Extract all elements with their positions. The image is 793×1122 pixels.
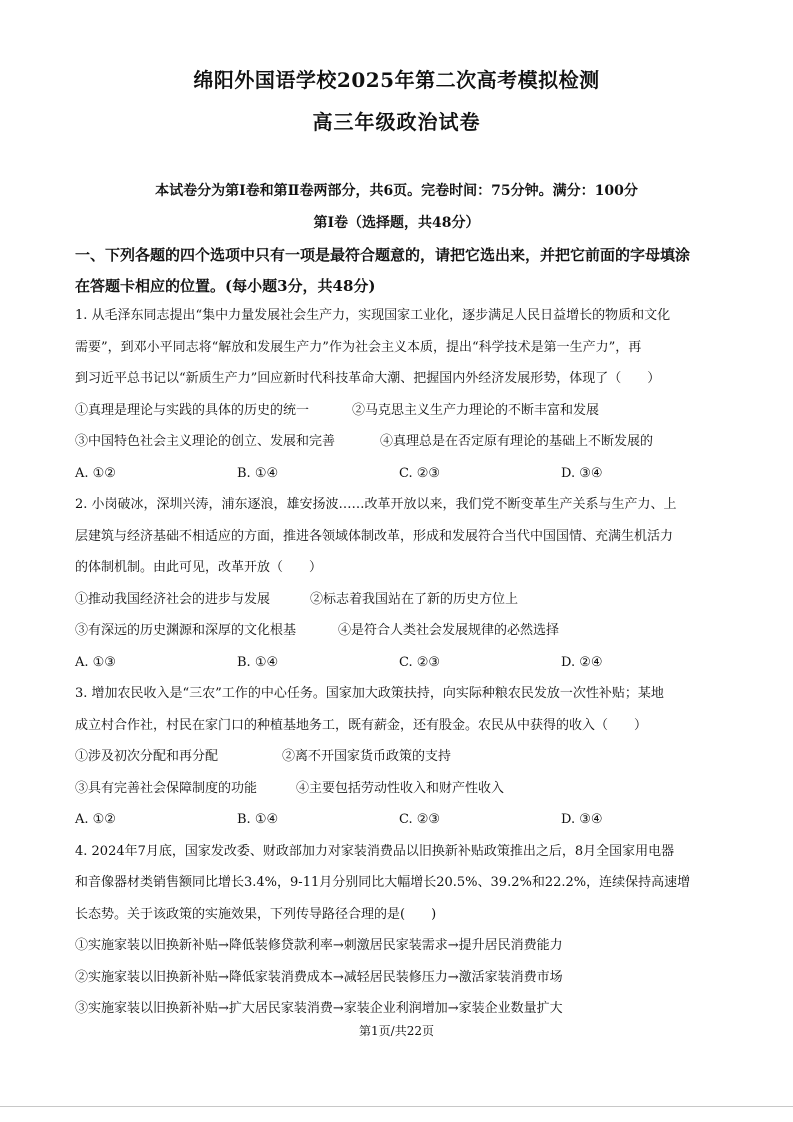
q3-option-b: B. ①④ xyxy=(237,812,279,827)
q2-option-a: A. ①③ xyxy=(75,654,116,670)
q4-stem-3: 长态势。关于该政策的实施效果，下列传导路径合理的是( ) xyxy=(75,906,437,922)
q3-option-c: C. ②③ xyxy=(399,812,441,827)
section-line-1: 一、下列各题的四个选项中只有一项是最符合题意的，请把它选出来，并把它前面的字母填涂 xyxy=(75,246,691,264)
exam-info: 本试卷分为第Ⅰ卷和第Ⅱ卷两部分，共6页。完卷时间：75分钟。满分：100分 xyxy=(155,183,638,199)
q3-statement-3: ③具有完善社会保障制度的功能 xyxy=(75,780,258,796)
q2-options xyxy=(75,647,725,679)
q1-stem-1: 1. 从毛泽东同志提出“集中力量发展社会生产力，实现国家工业化，逐步满足人民日益增长的物质和文化 xyxy=(75,308,671,323)
q3-statement-1: ①涉及初次分配和再分配 xyxy=(75,749,219,764)
q4-path-2: ②实施家装以旧换新补贴→降低家装消费成本→减轻居民装修压力→激活家装消费市场 xyxy=(75,969,563,985)
q1-option-a: A. ①② xyxy=(75,465,116,481)
q3-statements-a xyxy=(75,741,725,773)
q3-statement-4: ④主要包括劳动性收入和财产性收入 xyxy=(296,780,505,796)
q2-statement-3: ③有深远的历史渊源和深厚的文化根基 xyxy=(75,623,297,638)
question-list xyxy=(75,300,725,1025)
q2-statement-1: ①推动我国经济社会的进步与发展 xyxy=(75,591,271,607)
volume-heading: 第Ⅰ卷（选择题，共48分） xyxy=(313,215,480,231)
q1-statement-4: ④真理总是在否定原有理论的基础上不断发展的 xyxy=(380,434,654,449)
q2-stem-3: 的体制机制。由此可见，改革开放（ ） xyxy=(75,560,323,575)
q2-statements-b xyxy=(75,615,725,647)
section-instructions xyxy=(75,240,725,302)
q4-path-1: ①实施家装以旧换新补贴→降低装修贷款利率→刺激居民家装需求→提升居民消费能力 xyxy=(75,938,563,953)
q1-option-c: C. ②③ xyxy=(399,465,441,481)
q3-options xyxy=(75,804,725,836)
q2-statement-2: ②标志着我国站在了新的历史方位上 xyxy=(310,591,519,607)
q3-statement-2: ②离不开国家货币政策的支持 xyxy=(282,749,452,764)
q4-stem-1: 4. 2024年7月底，国家发改委、财政部加力对家装消费品以旧换新补贴政策推出之后，8月全国家用电器 xyxy=(75,843,675,859)
q1-statement-1: ①真理是理论与实践的具体的历史的统一 xyxy=(75,402,310,418)
section-line-2: 在答题卡相应的位置。(每小题3分，共48分) xyxy=(75,277,376,295)
q4-path-3: ③实施家装以旧换新补贴→扩大居民家装消费→家装企业利润增加→家装企业数量扩大 xyxy=(75,1001,563,1016)
q1-statements-b xyxy=(75,426,725,458)
q3-option-a: A. ①② xyxy=(75,812,116,827)
q4-stem-2: 和音像器材类销售额同比增长3.4%，9-11月分别同比大幅增长20.5%、39.2%和22.2%，连续保持高速增 xyxy=(75,875,691,890)
q2-stem-2: 层建筑与经济基础不相适应的方面，推进各领域体制改革，形成和发展符合当代中国国情、充满生机活力 xyxy=(75,528,674,544)
q1-option-b: B. ①④ xyxy=(237,465,279,481)
q2-stem-1: 2. 小岗破冰，深圳兴涛，浦东逐浪，雄安扬波……改革开放以来，我们党不断变革生产关系与生产力、上 xyxy=(75,497,677,512)
q2-option-b: B. ①④ xyxy=(237,654,279,670)
q1-statement-3: ③中国特色社会主义理论的创立、发展和完善 xyxy=(75,434,336,449)
q2-statements-a xyxy=(75,584,725,616)
q3-stem-2: 成立村合作社，村民在家门口的种植基地务工，既有薪金，还有股金。农民从中获得的收入（ ） xyxy=(75,717,648,733)
q1-option-d: D. ③④ xyxy=(561,465,603,481)
q1-stem-3: 到习近平总书记以“新质生产力”回应新时代科技革命大潮、把握国内外经济发展形势，体现了（ ） xyxy=(75,371,661,386)
page-number: 第1页/共22页 xyxy=(359,1024,434,1038)
q2-option-c: C. ②③ xyxy=(399,654,441,670)
exam-title: 绵阳外国语学校2025年第二次高考模拟检测 xyxy=(193,68,600,92)
q3-statements-b xyxy=(75,773,725,805)
q3-option-d: D. ③④ xyxy=(561,812,603,827)
q1-statement-2: ②马克思主义生产力理论的不断丰富和发展 xyxy=(352,402,600,418)
bottom-divider xyxy=(0,1106,793,1107)
q2-option-d: D. ②④ xyxy=(561,654,603,670)
q2-statement-4: ④是符合人类社会发展规律的必然选择 xyxy=(338,623,560,638)
q1-stem-2: 需要”，到邓小平同志将“解放和发展生产力”作为社会主义本质，提出“科学技术是第一生产力”，再 xyxy=(75,339,642,355)
q1-options xyxy=(75,458,725,490)
q1-statements-a xyxy=(75,395,725,427)
q3-stem-1: 3. 增加农民收入是“三农”工作的中心任务。国家加大政策扶持，向实际种粮农民发放一次性补贴；某地 xyxy=(75,686,664,701)
exam-subtitle: 高三年级政治试卷 xyxy=(312,110,481,134)
